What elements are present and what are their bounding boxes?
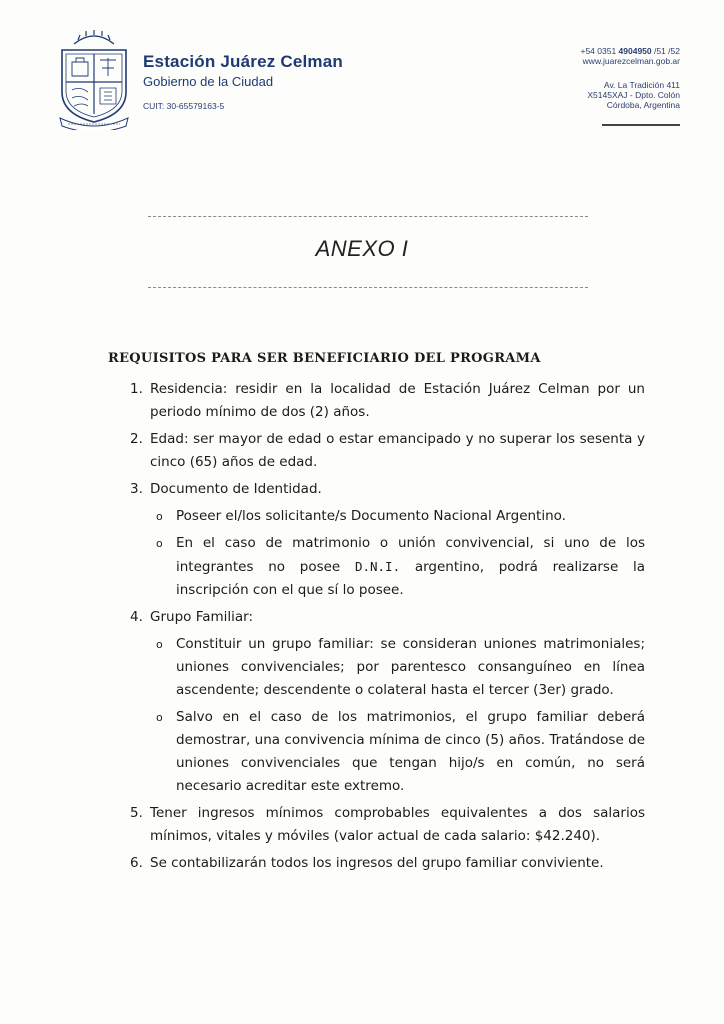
bullet-icon: o	[156, 638, 163, 651]
organization-cuit: CUIT: 30-65579163-5	[143, 101, 225, 111]
sub-list-item	[130, 633, 645, 702]
list-item	[130, 378, 645, 424]
address-line-1: Av. La Tradición 411	[603, 80, 680, 90]
sub-item-text: En el caso de matrimonio o unión convivencial, si uno de los integrantes no posee	[176, 535, 645, 575]
item-text: Edad: ser mayor de edad o estar emancipado y no superar los sesenta y cinco (65) años de edad.	[150, 431, 645, 470]
item-number: 5.	[130, 805, 143, 821]
list-item	[130, 606, 645, 629]
sub-list-item	[130, 706, 645, 798]
list-item	[130, 478, 645, 501]
sub-list-item	[130, 505, 645, 528]
address-underline	[602, 124, 680, 126]
website-link[interactable]: www.juarezcelman.gob.ar	[582, 56, 680, 66]
item-text: Se contabilizarán todos los ingresos del grupo familiar conviviente.	[150, 855, 604, 871]
item-text: Grupo Familiar:	[150, 609, 254, 625]
item-number: 2.	[130, 431, 143, 447]
organization-subtitle: Gobierno de la Ciudad	[143, 74, 274, 89]
item-text: Tener ingresos mínimos comprobables equivalentes a dos salarios mínimos, vitales y móviles (valor actual de cada salario: $42.240).	[150, 805, 645, 844]
section-heading: REQUISITOS PARA SER BENEFICIARIO DEL PROGRAMA	[108, 351, 541, 366]
item-number: 3.	[130, 481, 143, 497]
sub-item-text: Salvo en el caso de los matrimonios, el grupo familiar deberá demostrar, una convivencia mínima de cinco (5) años. Tratándose de uniones convivenciales que tengan hijo/s en común, no será necesario acreditar este extremo.	[176, 709, 645, 794]
item-text: Residencia: residir en la localidad de Estación Juárez Celman por un periodo mínimo de dos (2) años.	[150, 381, 645, 420]
sub-item-text: Poseer el/los solicitante/s Documento Nacional Argentino.	[176, 508, 566, 524]
bullet-icon: o	[156, 537, 163, 550]
bullet-icon: o	[156, 510, 163, 523]
bullet-icon: o	[156, 711, 163, 724]
phone-number: +54 0351 4904950 /51 /52	[580, 46, 680, 56]
list-item	[130, 428, 645, 474]
address-line-2: X5145XAJ - Dpto. Colón	[587, 90, 680, 100]
item-text: Documento de Identidad.	[150, 481, 322, 497]
sub-item-text: argentino, podrá realizarse la inscripción con el que sí lo posee.	[176, 559, 645, 598]
contact-block	[580, 46, 680, 66]
address-line-3: Córdoba, Argentina	[606, 100, 680, 110]
title-rule-bottom	[148, 287, 588, 288]
dni-abbreviation: D.N.I.	[354, 559, 401, 574]
item-number: 4.	[130, 609, 143, 625]
sub-item-text: Constituir un grupo familiar: se consideran uniones matrimoniales; uniones convivenciales; por parentesco consanguíneo en línea ascendente; descendente o colateral hasta el tercer (3er) grado.	[176, 636, 645, 698]
item-number: 6.	[130, 855, 143, 871]
item-number: 1.	[130, 381, 143, 397]
organization-block	[143, 52, 343, 111]
requirements-list	[130, 378, 645, 875]
annex-title: ANEXO I	[315, 236, 409, 261]
municipal-crest-icon	[56, 30, 132, 130]
organization-name: Estación Juárez Celman	[143, 52, 343, 71]
list-item	[130, 852, 645, 875]
sub-list-item	[130, 532, 645, 602]
list-item	[130, 802, 645, 848]
title-rule-top	[148, 216, 588, 217]
address-block	[587, 80, 680, 110]
